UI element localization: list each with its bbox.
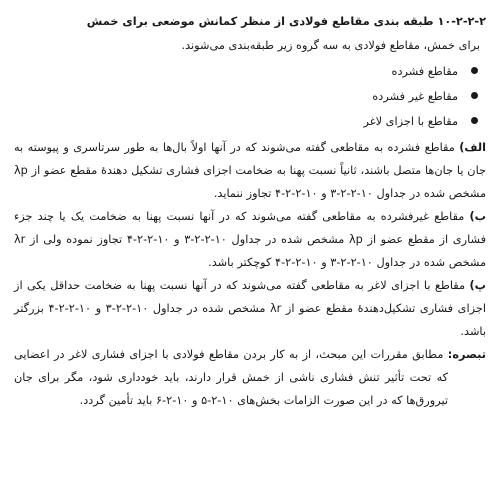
item-text: مقاطع فشرده به مقاطعی گفته می‌شوند که در آنها اولاً بال‌ها به طور سرتاسری و پیوسته به جان یا جان‌ها متصل باشند، ثانیاً نسبت پهنا به ضخامت اجزای فشاری تشکیل دهندهٔ مقطع عضو از λp مشخص شده در جداول ۱۰-۲-۲-۳ و ۱۰-۲-۲-۴ تجاوز ننماید. — [14, 141, 486, 200]
list-item: مقاطع غیر فشرده — [14, 84, 458, 109]
classification-list — [14, 59, 486, 134]
item-label: پ) — [469, 279, 486, 292]
section-heading: ۱۰-۲-۲-۲ طبقه بندی مقاطع فولادی از منظر کمانش موضعی برای خمش — [86, 15, 486, 28]
noncompact-section-paragraph — [14, 205, 486, 274]
list-item: مقاطع با اجزای لاغر — [14, 109, 458, 134]
slender-section-paragraph — [14, 274, 486, 343]
item-label: الف) — [459, 141, 486, 154]
bullet-icon — [471, 67, 478, 74]
compact-section-paragraph — [14, 136, 486, 205]
item-text: مقاطع با اجزای لاغر به مقاطعی گفته می‌شوند که در آنها نسبت پهنا به ضخامت حداقل یکی از اجزای فشاری تشکیل‌دهندهٔ مقطع عضو از λr مشخص شده در جداول ۱۰-۲-۲-۳ و ۱۰-۲-۲-۴ بزرگتر باشد. — [14, 279, 486, 338]
intro-paragraph: برای خمش، مقاطع فولادی به سه گروه زیر طبقه‌بندی می‌شوند. — [181, 39, 480, 52]
bullet-icon — [471, 117, 478, 124]
item-text: مقاطع غیرفشرده به مقاطعی گفته می‌شوند که در آنها نسبت پهنا به ضخامت یک یا چند جزء فشاری از مقطع عضو از λp مشخص شده در جداول ۱۰-۲-۲-۳ و ۱۰-۲-۲-۴ تجاوز نموده ولی از λr مشخص شده در جداول ۱۰-۲-۲-۳ و ۱۰-۲-۲-۴ کوچکتر باشد. — [14, 210, 487, 269]
note-text: مطابق مقررات این مبحث، از به کار بردن مقاطع فولادی با اجزای فشاری لاغر در اعضایی که تحت تأثیر تنش فشاری ناشی از خمش قرار دارند، باید خودداری شود، مگر برای جان تیرورق‌ها که در این صورت الزامات بخش‌های ۱۰-۲-۵ و ۱۰-۲-۶ باید تأمین گردد. — [14, 348, 448, 407]
note-label: تبصره: — [447, 348, 486, 361]
bullet-icon — [471, 92, 478, 99]
item-label: ب) — [469, 210, 487, 223]
list-item: مقاطع فشرده — [14, 59, 458, 84]
note-paragraph — [14, 343, 486, 412]
